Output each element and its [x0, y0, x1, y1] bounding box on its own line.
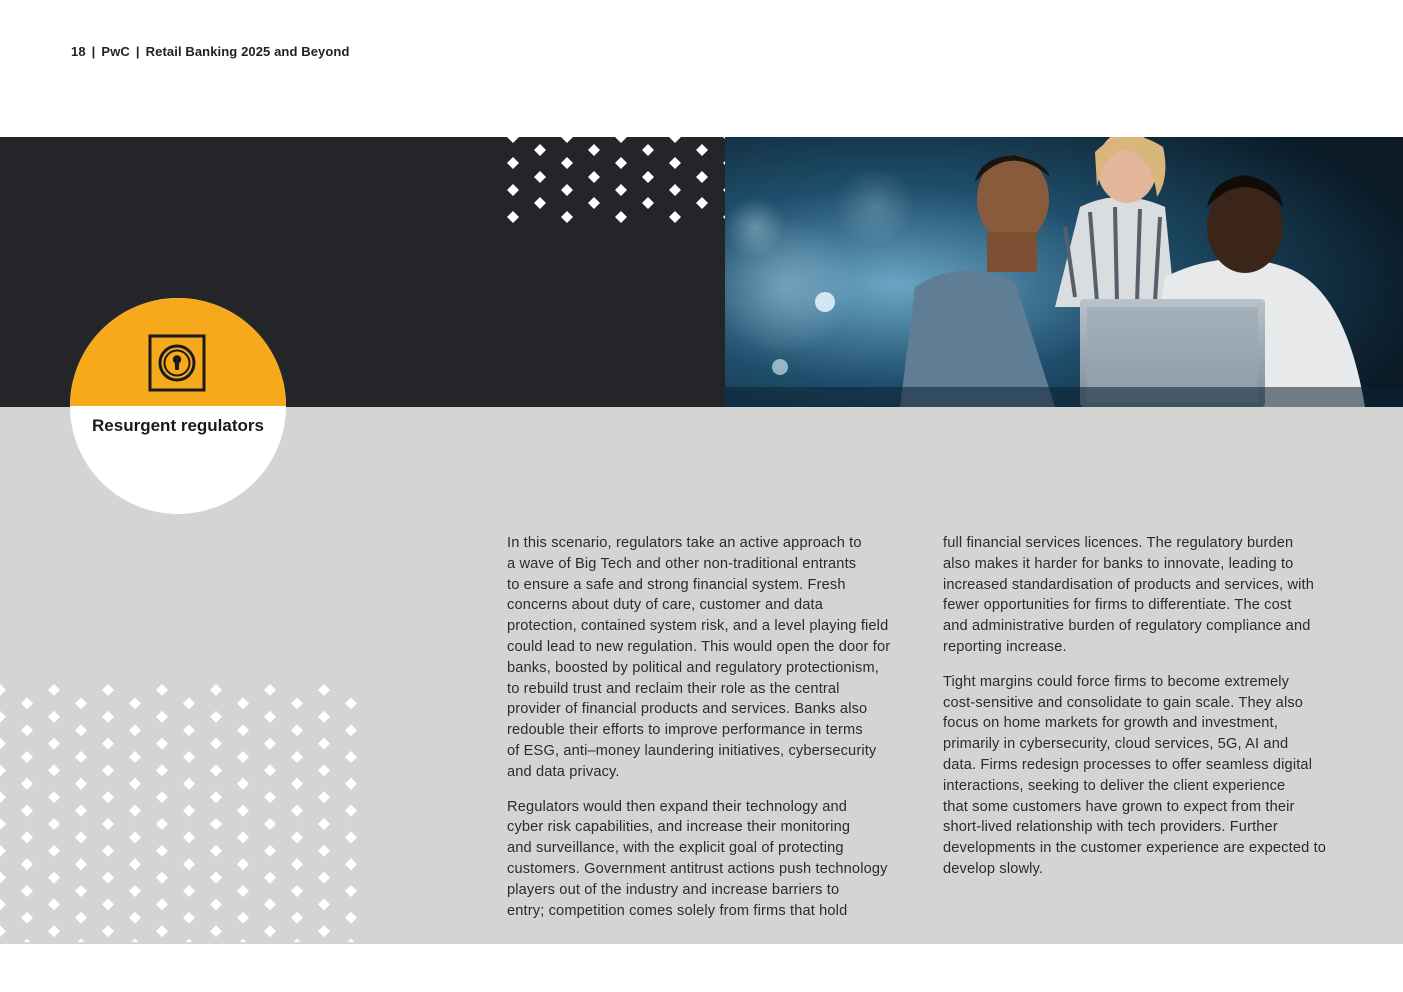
diamond-dot	[48, 791, 60, 803]
paragraph-line: Tight margins could force firms to become extremely	[943, 673, 1290, 690]
paragraph-line: primarily in cybersecurity, cloud services, 5G, AI and	[943, 736, 1289, 753]
diamond-dot	[21, 724, 33, 736]
diamond-dot	[264, 738, 276, 750]
body-column-left	[507, 533, 925, 935]
diamond-dot	[318, 738, 330, 750]
diamond-dot	[318, 764, 330, 776]
diamond-dot	[318, 711, 330, 723]
body-paragraph	[943, 672, 1363, 880]
paragraph-line: data. Firms redesign processes to offer seamless digital	[943, 756, 1313, 773]
diamond-dot	[48, 818, 60, 830]
diamond-dot	[264, 845, 276, 857]
diamond-dot	[534, 144, 546, 156]
diamond-dot	[345, 912, 357, 924]
diamond-dot	[48, 711, 60, 723]
diamond-dot	[561, 157, 573, 169]
diamond-dot	[615, 211, 627, 223]
diamond-dot	[129, 939, 141, 942]
diamond-dot	[129, 805, 141, 817]
paragraph-line: and data privacy.	[507, 763, 620, 780]
diamond-dot	[48, 845, 60, 857]
diamond-dot	[0, 925, 6, 937]
diamond-dot	[696, 144, 708, 156]
paragraph-line: to ensure a safe and strong financial system. Fresh	[507, 576, 846, 593]
diamond-dot	[210, 684, 222, 696]
diamond-dot	[318, 684, 330, 696]
diamond-dot	[129, 724, 141, 736]
diamond-dot	[318, 791, 330, 803]
diamond-dot	[21, 778, 33, 790]
diamond-dot	[156, 711, 168, 723]
diamond-dot	[102, 845, 114, 857]
diamond-dot	[102, 738, 114, 750]
diamond-dot	[264, 818, 276, 830]
diamond-dot	[183, 939, 195, 942]
diamond-dot	[237, 939, 249, 942]
diamond-dot	[291, 912, 303, 924]
diamond-dot	[318, 872, 330, 884]
diamond-dot	[669, 157, 681, 169]
diamond-dot	[291, 831, 303, 843]
diamond-dot	[507, 137, 519, 143]
diamond-dot	[669, 137, 681, 143]
diamond-dot	[291, 805, 303, 817]
diamond-dot	[0, 818, 6, 830]
diamond-dot	[183, 805, 195, 817]
diamond-dot	[129, 858, 141, 870]
scenario-title: Resurgent regulators	[92, 416, 264, 435]
diamond-dot	[75, 885, 87, 897]
diamond-dot	[237, 697, 249, 709]
paragraph-line: cost-sensitive and consolidate to gain scale. They also	[943, 694, 1304, 711]
diamond-dot	[561, 184, 573, 196]
diamond-dot	[0, 872, 6, 884]
document-title: Retail Banking 2025 and Beyond	[145, 44, 350, 59]
diamond-dot	[264, 925, 276, 937]
diamond-dot	[210, 845, 222, 857]
diamond-dot	[129, 751, 141, 763]
paragraph-line: developments in the customer experience are expected to	[943, 840, 1327, 857]
diamond-dot	[156, 898, 168, 910]
diamond-dot	[237, 912, 249, 924]
diamond-dot	[0, 898, 6, 910]
diamond-dot	[156, 845, 168, 857]
diamond-dot	[183, 912, 195, 924]
paragraph-line: cyber risk capabilities, and increase their monitoring	[507, 819, 851, 836]
paragraph-line: redouble their efforts to improve performance in terms	[507, 722, 863, 739]
diamond-dot	[318, 925, 330, 937]
paragraph-line: interactions, seeking to deliver the client experience	[943, 777, 1286, 794]
diamond-dot	[291, 751, 303, 763]
diamond-dot	[318, 818, 330, 830]
body-paragraph	[507, 533, 925, 783]
diamond-dot	[75, 939, 87, 942]
paragraph-line: a wave of Big Tech and other non-traditional entrants	[507, 555, 857, 572]
diamond-dot	[345, 724, 357, 736]
diamond-dot	[21, 858, 33, 870]
diamond-dot	[156, 684, 168, 696]
diamond-dot	[291, 724, 303, 736]
diamond-dot	[0, 845, 6, 857]
diamond-dot	[291, 858, 303, 870]
diamond-dot	[48, 684, 60, 696]
diamond-dot	[183, 858, 195, 870]
diamond-dot	[210, 711, 222, 723]
diamond-dot	[102, 898, 114, 910]
paragraph-line: full financial services licences. The regulatory burden	[943, 535, 1294, 551]
diamond-dot	[291, 939, 303, 942]
diamond-dot	[237, 858, 249, 870]
diamond-dot	[0, 684, 6, 696]
paragraph-line: to rebuild trust and reclaim their role as the central	[507, 680, 840, 697]
paragraph-line: customers. Government antitrust actions push technology	[507, 860, 888, 877]
diamond-dot	[21, 912, 33, 924]
diamond-dot	[75, 724, 87, 736]
diamond-dot	[48, 898, 60, 910]
diamond-dot	[75, 751, 87, 763]
diamond-dot	[210, 791, 222, 803]
diamond-dot	[48, 925, 60, 937]
diamond-dot	[264, 898, 276, 910]
diamond-dot	[210, 898, 222, 910]
diamond-dot	[237, 778, 249, 790]
diamond-dot	[183, 697, 195, 709]
diamond-dot	[534, 171, 546, 183]
header-separator: |	[135, 44, 140, 59]
paragraph-line: protection, contained system risk, and a level playing field	[507, 618, 889, 635]
diamond-dot	[345, 778, 357, 790]
diamond-dot	[102, 872, 114, 884]
diamond-dot	[21, 831, 33, 843]
diamond-dot	[588, 171, 600, 183]
diamond-dot	[21, 885, 33, 897]
diamond-dot	[0, 791, 6, 803]
team-at-laptop-photo	[725, 137, 1403, 407]
keyhole-safe-icon	[148, 334, 206, 392]
diamond-dot	[156, 872, 168, 884]
diamond-dot	[0, 764, 6, 776]
diamond-dot	[183, 831, 195, 843]
diamond-dot	[237, 751, 249, 763]
diamond-dot	[345, 858, 357, 870]
diamond-dot	[345, 831, 357, 843]
diamond-dot	[318, 845, 330, 857]
diamond-dot	[102, 764, 114, 776]
paragraph-line: increased standardisation of products and services, with	[943, 576, 1315, 593]
diamond-dot	[507, 157, 519, 169]
paragraph-line: banks, boosted by political and regulatory protectionism,	[507, 659, 879, 676]
diamond-dot	[291, 697, 303, 709]
diamond-dot	[156, 818, 168, 830]
diamond-dot	[696, 171, 708, 183]
diamond-dot	[0, 738, 6, 750]
diamond-dot	[21, 805, 33, 817]
diamond-dot	[345, 885, 357, 897]
paragraph-line: develop slowly.	[943, 860, 1044, 877]
diamond-dot	[156, 738, 168, 750]
diamond-dot	[129, 697, 141, 709]
diamond-dot	[345, 697, 357, 709]
paragraph-line: focus on home markets for growth and investment,	[943, 715, 1278, 732]
body-paragraph	[943, 533, 1363, 658]
diamond-dot	[642, 197, 654, 209]
paragraph-line: Regulators would then expand their technology and	[507, 798, 847, 815]
paragraph-line: also makes it harder for banks to innovate, leading to	[943, 555, 1294, 572]
diamond-dot	[561, 211, 573, 223]
page-number: 18	[71, 44, 86, 59]
diamond-dot	[291, 778, 303, 790]
paragraph-line: In this scenario, regulators take an active approach to	[507, 535, 862, 551]
diamond-dot	[237, 805, 249, 817]
diamond-dot	[210, 925, 222, 937]
diamond-dot	[75, 697, 87, 709]
diamond-dot	[237, 831, 249, 843]
diamond-dot	[75, 805, 87, 817]
diamond-dot	[183, 885, 195, 897]
diamond-dot	[129, 912, 141, 924]
diamond-dot	[615, 157, 627, 169]
diamond-dot	[102, 818, 114, 830]
diamond-dot	[642, 144, 654, 156]
diamond-dot	[75, 912, 87, 924]
diamond-dot	[210, 818, 222, 830]
diamond-dot	[48, 872, 60, 884]
diamond-dot	[669, 211, 681, 223]
diamond-dot	[669, 184, 681, 196]
diamond-dot	[264, 872, 276, 884]
diamond-dot	[102, 684, 114, 696]
paragraph-line: and surveillance, with the explicit goal of protecting	[507, 840, 844, 857]
diamond-dot	[102, 711, 114, 723]
diamond-dot	[102, 791, 114, 803]
diamond-dot	[75, 778, 87, 790]
diamond-dot	[156, 764, 168, 776]
diamond-dot	[75, 831, 87, 843]
brand-name: PwC	[101, 44, 130, 59]
diamond-dot	[345, 751, 357, 763]
diamond-dot	[264, 711, 276, 723]
diamond-dot	[561, 137, 573, 143]
diamond-dot	[534, 197, 546, 209]
diamond-dot	[345, 939, 357, 942]
diamond-dot	[21, 697, 33, 709]
diamond-dot	[588, 197, 600, 209]
diamond-dot	[156, 791, 168, 803]
diamond-dot	[210, 764, 222, 776]
diamond-dot	[237, 724, 249, 736]
diamond-dot	[291, 885, 303, 897]
diamond-dot	[588, 144, 600, 156]
paragraph-line: concerns about duty of care, customer and data	[507, 597, 823, 614]
paragraph-line: could lead to new regulation. This would open the door for	[507, 638, 891, 655]
paragraph-line: and administrative burden of regulatory compliance and	[943, 618, 1311, 635]
diamond-dot	[318, 898, 330, 910]
diamond-dot	[129, 831, 141, 843]
paragraph-line: players out of the industry and increase barriers to	[507, 881, 840, 898]
diamond-dot	[642, 171, 654, 183]
paragraph-line: provider of financial products and services. Banks also	[507, 701, 868, 718]
diamond-dot	[507, 211, 519, 223]
paragraph-line: that some customers have grown to expect from their	[943, 798, 1295, 815]
diamond-dot	[507, 184, 519, 196]
paragraph-line: short-lived relationship with tech providers. Further	[943, 819, 1278, 836]
body-column-right	[943, 533, 1363, 894]
diamond-dot	[156, 925, 168, 937]
diamond-dot	[210, 872, 222, 884]
diamond-dot	[615, 184, 627, 196]
diamond-dot	[48, 738, 60, 750]
body-paragraph	[507, 797, 925, 922]
paragraph-line: reporting increase.	[943, 638, 1067, 655]
diamond-dot	[183, 751, 195, 763]
diamond-dot	[345, 805, 357, 817]
diamond-dot	[102, 925, 114, 937]
scenario-badge	[70, 298, 286, 514]
paragraph-line: entry; competition comes solely from firms that hold	[507, 902, 848, 919]
paragraph-line: fewer opportunities for firms to differentiate. The cost	[943, 597, 1292, 614]
diamond-dot	[129, 778, 141, 790]
diamond-dot	[75, 858, 87, 870]
diamond-dot	[21, 751, 33, 763]
diamond-dot	[615, 137, 627, 143]
diamond-dot	[264, 764, 276, 776]
diamond-dot-pattern-bottom	[0, 680, 370, 942]
diamond-dot	[129, 885, 141, 897]
diamond-dot	[48, 764, 60, 776]
diamond-dot	[183, 778, 195, 790]
diamond-dot	[210, 738, 222, 750]
diamond-dot	[237, 885, 249, 897]
diamond-dot	[696, 197, 708, 209]
paragraph-line: of ESG, anti–money laundering initiatives, cybersecurity	[507, 742, 877, 759]
diamond-dot	[0, 711, 6, 723]
diamond-dot	[264, 684, 276, 696]
diamond-dot	[21, 939, 33, 942]
diamond-dot	[264, 791, 276, 803]
header-separator: |	[91, 44, 96, 59]
running-header	[71, 44, 350, 59]
diamond-dot	[183, 724, 195, 736]
